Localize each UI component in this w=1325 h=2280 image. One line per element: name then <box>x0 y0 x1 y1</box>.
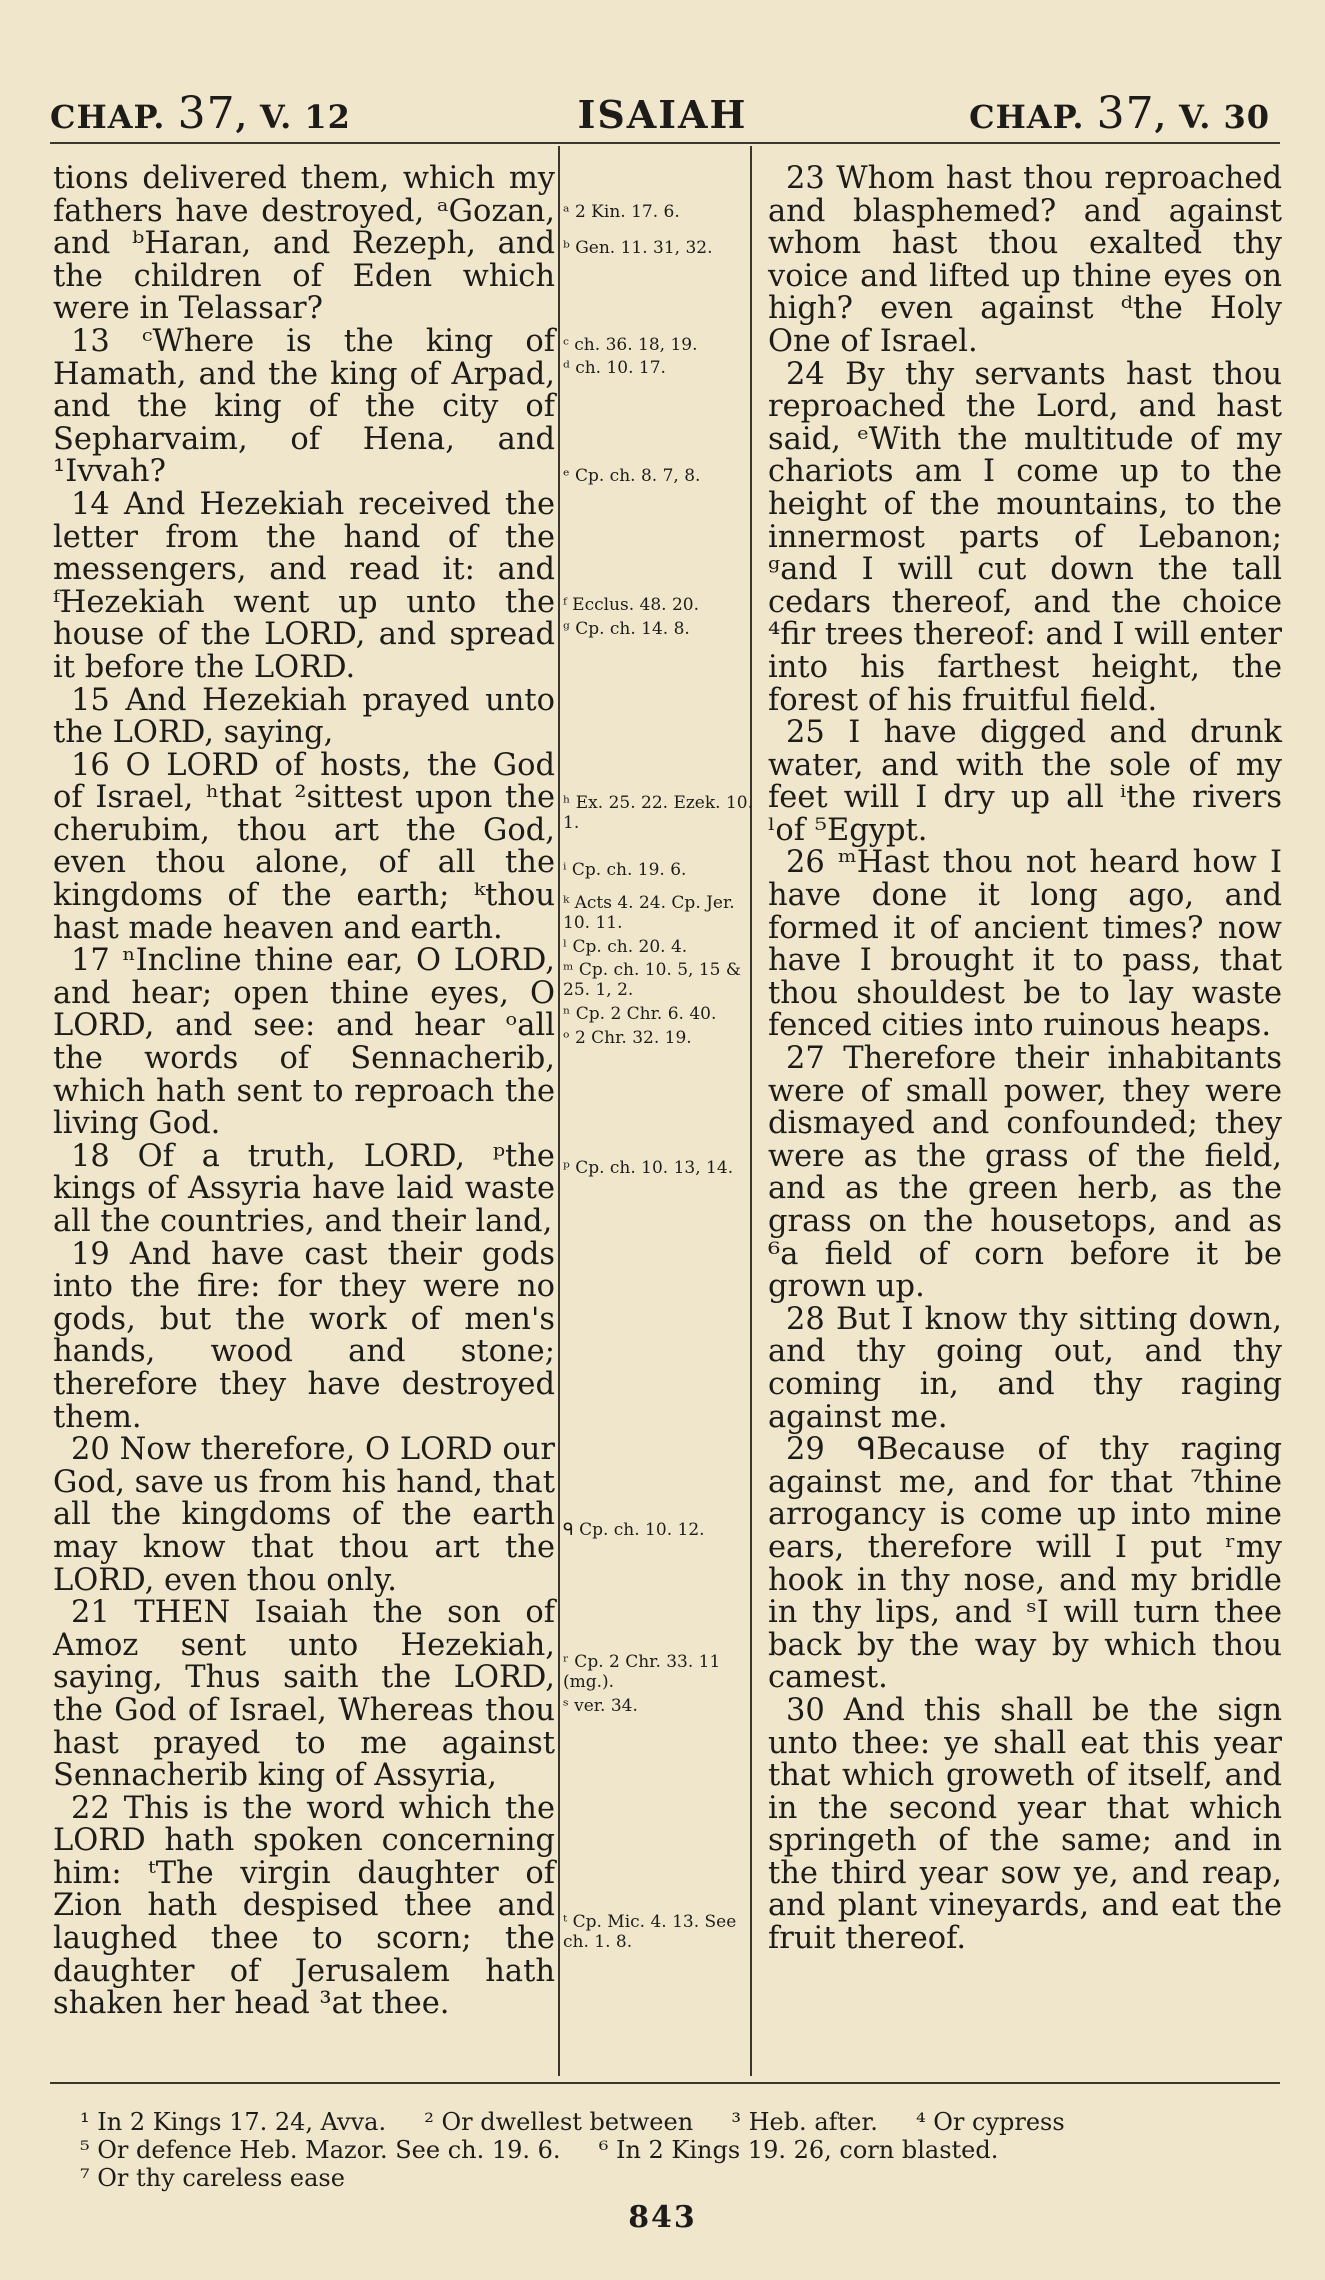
footnote: ¹ In 2 Kings 17. 24, Avva. <box>80 2108 387 2136</box>
footnote: ² Or dwellest between <box>424 2108 694 2136</box>
verse-28: 28 But I know thy sitting down, and thy going out, and thy coming in, and thy raging against me. <box>768 1301 1282 1435</box>
verse-25: 25 I have digged and drunk water, and with the sole of my feet will I dry up all ⁱthe rivers ˡof ⁵Egypt. <box>768 715 1282 848</box>
footer-rule <box>50 2082 1280 2084</box>
right-text-column <box>768 163 1282 1956</box>
cross-ref: ᵈ ch. 10. 17. <box>563 358 666 378</box>
cross-ref: ᵗ Cp. Mic. 4. 13. See ch. 1. 8. <box>563 1912 737 1952</box>
verse-14: 14 And Hezekiah received the letter from the hand of the messengers, and read it: and ᶠHezekiah went up unto the house of the LORD, and spread it before the LORD. <box>53 486 555 685</box>
header-rule <box>50 142 1280 144</box>
cross-ref: ᑫ Cp. ch. 10. 12. <box>563 1520 705 1540</box>
header-chap-label: CHAP. <box>50 98 166 136</box>
verse-13: 13 ᶜWhere is the king of Hamath, and the king of Arpad, and the king of the city of Sepharvaim, of Hena, and ¹Ivvah? <box>53 323 555 490</box>
cross-ref: ʳ Cp. 2 Chr. 33. 11 (mg.). <box>563 1652 721 1692</box>
header-verse: V. 30 <box>1178 98 1270 136</box>
cross-ref: ᵏ Acts 4. 24. Cp. Jer. 10. 11. <box>563 893 735 933</box>
verse-29: 29 ᑫBecause of thy raging against me, and for that ⁷thine arrogancy is come up into mine ears, therefore will I put ʳmy hook in thy nose, and my bridle in thy lips, and ˢI will turn thee back by the way by which thou camest. <box>768 1432 1282 1696</box>
footnote: ⁴ Or cypress <box>915 2108 1065 2136</box>
header-chapter-number: 37 <box>177 88 236 139</box>
left-text-column <box>53 163 555 2021</box>
verse-26: 26 ᵐHast thou not heard how I have done it long ago, and formed it of ancient times? now have I brought it to pass, that thou shouldest be to lay waste fenced cities into ruinous heaps. <box>768 845 1282 1044</box>
cross-ref: ᵃ 2 Kin. 17. 6. <box>563 202 680 222</box>
footnote: ³ Heb. after. <box>731 2108 878 2136</box>
verse-16: 16 O LORD of hosts, the God of Israel, ʰthat ²sittest upon the cherubim, thou art the God, even thou alone, of all the kingdoms of the earth; ᵏthou hast made heaven and earth. <box>53 747 555 946</box>
verse-23: 23 Whom hast thou reproached and blasphemed? and against whom hast thou exalted thy voice and lifted up thine eyes on high? even against ᵈthe Holy One of Israel. <box>768 161 1282 359</box>
footnotes <box>80 2108 1290 2192</box>
verse-21: 21 THEN Isaiah the son of Amoz sent unto Hezekiah, saying, Thus saith the LORD, the God of Israel, Whereas thou hast prayed to me against Sennacherib king of Assyria, <box>53 1595 555 1794</box>
header-comma: , <box>235 98 248 136</box>
cross-ref: ᵍ Cp. ch. 14. 8. <box>563 619 690 639</box>
column-divider-right <box>750 146 752 2076</box>
cross-ref: ᵐ Cp. ch. 10. 5, 15 & 25. 1, 2. <box>563 960 742 1000</box>
page-number: 843 <box>628 2200 697 2235</box>
verse-text: tions delivered them, which my fathers have destroyed, ᵃGozan, and ᵇHaran, and Rezeph, and the children of Eden which were in Telassar? <box>53 161 555 327</box>
footnote: ⁵ Or defence Heb. Mazor. See ch. 19. 6. <box>80 2136 561 2164</box>
verse-17: 17 ⁿIncline thine ear, O LORD, and hear; open thine eyes, O LORD, and see: and hear ᵒall the words of Sennacherib, which hath sent to reproach the living God. <box>53 943 555 1142</box>
cross-ref: ᵒ 2 Chr. 32. 19. <box>563 1028 692 1048</box>
cross-ref: ˡ Cp. ch. 20. 4. <box>563 937 688 957</box>
book-title: ISAIAH <box>577 92 748 137</box>
cross-ref: ⁱ Cp. ch. 19. 6. <box>563 860 687 880</box>
verse-24: 24 By thy servants hast thou reproached the Lord, and hast said, ᵉWith the multitude of my chariots am I come up to the height of the mountains, to the innermost parts of Lebanon; ᵍand I will cut down the tall cedars thereof, and the choice ⁴fir trees thereof: and I will enter into his farthest height, the forest of his fruitful field. <box>768 356 1282 718</box>
cross-ref: ᵖ Cp. ch. 10. 13, 14. <box>563 1158 734 1178</box>
footnote: ⁶ In 2 Kings 19. 26, corn blasted. <box>598 2136 999 2164</box>
header-chapter-number: 37 <box>1096 88 1155 139</box>
cross-ref: ᶠ Ecclus. 48. 20. <box>563 595 700 615</box>
header-verse: V. 12 <box>259 98 351 136</box>
header-chap-label: CHAP. <box>969 98 1085 136</box>
verse-18: 18 Of a truth, LORD, ᵖthe kings of Assyria have laid waste all the countries, and their land, <box>53 1138 555 1239</box>
running-header-right <box>969 88 1270 139</box>
verse-30: 30 And this shall be the sign unto thee: ye shall eat this year that which groweth of itself, and in the second year that which springeth of the same; and in the third year sow ye, and reap, and plant vineyards, and eat the fruit thereof. <box>768 1692 1282 1957</box>
column-divider-left <box>558 146 560 2076</box>
cross-ref: ᵇ Gen. 11. 31, 32. <box>563 238 713 258</box>
cross-ref: ʰ Ex. 25. 22. Ezek. 10. 1. <box>563 793 754 833</box>
verse-20: 20 Now therefore, O LORD our God, save us from his hand, that all the kingdoms of the earth may know that thou art the LORD, even thou only. <box>53 1432 555 1598</box>
cross-ref: ᵉ Cp. ch. 8. 7, 8. <box>563 466 701 486</box>
footnote: ⁷ Or thy careless ease <box>80 2164 345 2192</box>
verse-27: 27 Therefore their inhabitants were of small power, they were dismayed and confounded; they were as the grass of the field, and as the green herb, as the grass on the housetops, and as ⁶a field of corn before it be grown up. <box>768 1041 1282 1305</box>
header-comma: , <box>1154 98 1167 136</box>
cross-ref: ⁿ Cp. 2 Chr. 6. 40. <box>563 1004 717 1024</box>
verse-22: 22 This is the word which the LORD hath spoken concerning him: ᵗThe virgin daughter of Zion hath despised thee and laughed thee to scorn; the daughter of Jerusalem hath shaken her head ³at thee. <box>53 1790 555 2022</box>
verse-15: 15 And Hezekiah prayed unto the LORD, saying, <box>53 682 555 751</box>
cross-ref: ˢ ver. 34. <box>563 1696 638 1716</box>
verse-19: 19 And have cast their gods into the fire: for they were no gods, but the work of men's hands, wood and stone; therefore they have destroyed them. <box>53 1236 555 1435</box>
cross-ref: ᶜ ch. 36. 18, 19. <box>563 335 698 355</box>
